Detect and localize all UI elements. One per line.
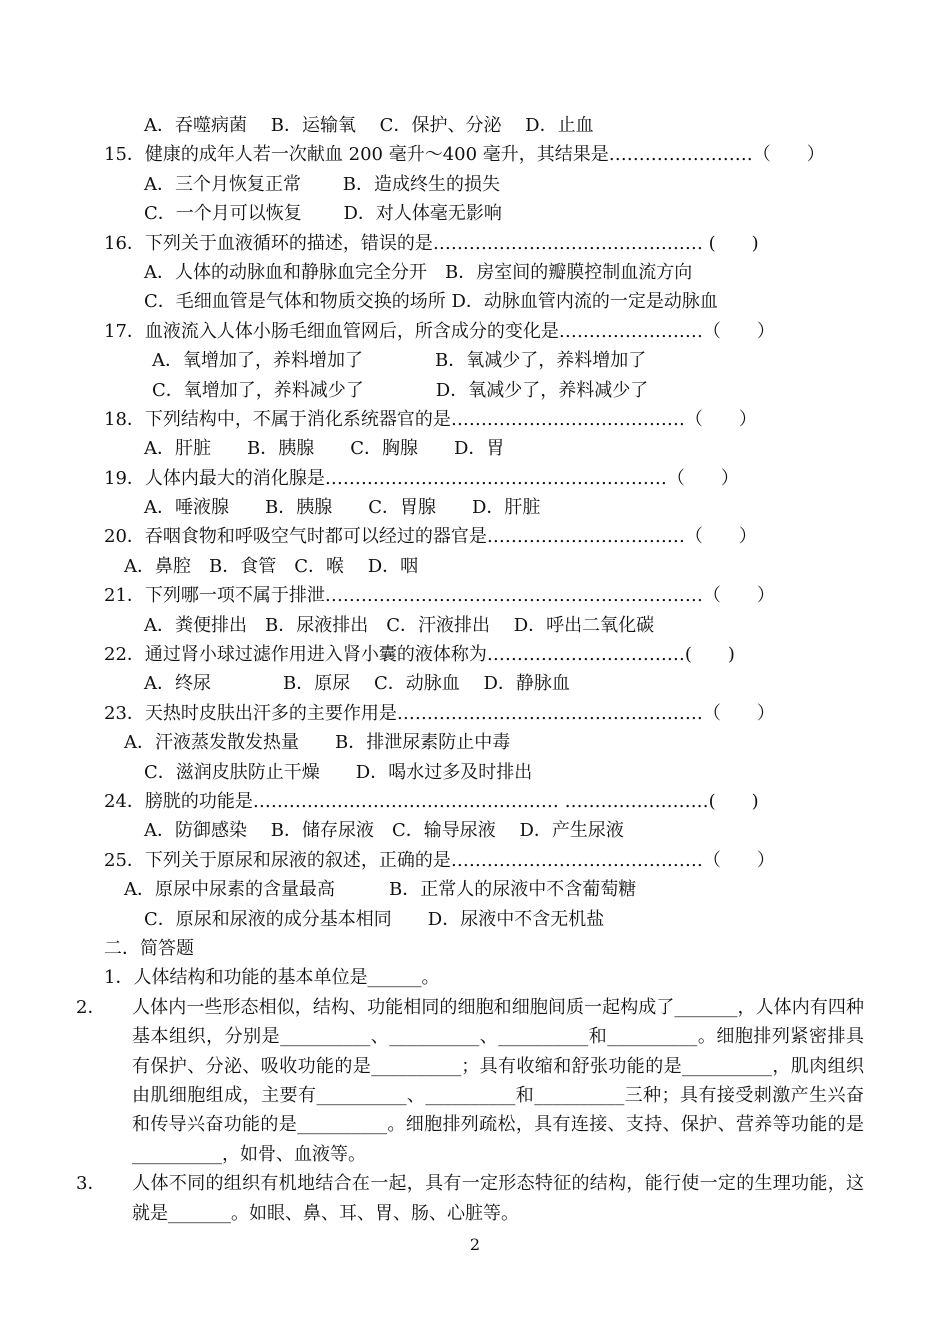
text-line: A．氧增加了，养料增加了 B．氧减少了，养料增加了 xyxy=(152,350,647,372)
text-line: C．滋润皮肤防止干燥 D．喝水过多及时排出 xyxy=(144,761,533,783)
text-line: 25．下列关于原尿和尿液的叙述，正确的是……………………………………（ ） xyxy=(104,849,775,871)
text-line: A．唾液腺 B．胰腺 C．胃腺 D．肝脏 xyxy=(144,497,541,519)
text-line: A．吞噬病菌 B．运输氧 C．保护、分泌 D．止血 xyxy=(144,115,594,136)
question-2-text: 人体内一些形态相似，结构、功能相同的细胞和细胞间质一起构成了_______，人体内有四种基本组织，分别是__________、__________、__________和__________。细胞排列紧密排具有保护、分泌、吸收功能的是__________；具有收缩和舒张功能的是__________，肌肉组织由肌细胞组成，主要有__________、__________和__________三种；具有接受刺激产生兴奋和传导兴奋功能的是__________。细胞排列疏松，具有连接、支持、保护、营养等功能的是__________，如骨、血液等。 xyxy=(132,996,864,1165)
question-3-text: 人体不同的组织有机地结合在一起，具有一定形态特征的结构，能行使一定的生理功能，这就是_______。如眼、鼻、耳、胃、肠、心脏等。 xyxy=(132,1173,864,1224)
text-line: 22．通过肾小球过滤作用进入肾小囊的液体称为……………………………( ) xyxy=(104,644,735,666)
answer-question-3 xyxy=(76,1169,864,1228)
text-line: C．氧增加了，养料减少了 D．氧减少了，养料减少了 xyxy=(152,379,649,401)
text-line: 23．天热时皮肤出汗多的主要作用是……………………………………………（ ） xyxy=(104,702,775,724)
text-line: C．一个月可以恢复 D．对人体毫无影响 xyxy=(144,203,502,225)
text-line: 18．下列结构中，不属于消化系统器官的是…………………………………（ ） xyxy=(104,408,757,430)
text-line: A．粪便排出 B．尿液排出 C．汗液排出 D．呼出二氧化碳 xyxy=(144,614,655,636)
question-3-number: 3． xyxy=(76,1173,106,1195)
question-list xyxy=(104,111,864,993)
text-line: A．防御感染 B．储存尿液 C．输导尿液 D．产生尿液 xyxy=(144,820,624,842)
text-line: 20．吞咽食物和呼吸空气时都可以经过的器官是……………………………（ ） xyxy=(104,526,757,548)
text-line: A．三个月恢复正常 B．造成终生的损失 xyxy=(144,173,500,195)
page-content xyxy=(76,111,864,1228)
answer-question-2 xyxy=(76,993,864,1169)
text-line: C．原尿和尿液的成分基本相同 D．尿液中不含无机盐 xyxy=(144,908,605,930)
question-2-number: 2． xyxy=(76,996,106,1018)
text-line: 19．人体内最大的消化腺是…………………………………………………（ ） xyxy=(104,467,739,489)
text-line: A．肝脏 B．胰腺 C．胸腺 D．胃 xyxy=(144,438,505,460)
text-line: A．汗液蒸发散发热量 B．排泄尿素防止中毒 xyxy=(124,732,511,754)
text-line: A．原尿中尿素的含量最高 B．正常人的尿液中不含葡萄糖 xyxy=(124,879,637,901)
text-line: 二．简答题 xyxy=(104,937,194,959)
text-line: A．鼻腔 B．食管 C．喉 D．咽 xyxy=(124,555,419,577)
text-line: 21．下列哪一项不属于排泄………………………………………………………（ ） xyxy=(104,585,775,607)
text-line: 1．人体结构和功能的基本单位是______。 xyxy=(104,967,440,989)
text-line: 15．健康的成年人若一次献血 200 毫升～400 毫升，其结果是……………………（ ） xyxy=(104,144,825,166)
text-line: A．人体的动脉血和静脉血完全分开 B．房室间的瓣膜控制血流方向 xyxy=(144,261,693,283)
text-line: C．毛细血管是气体和物质交换的场所 D．动脉血管内流的一定是动脉血 xyxy=(144,291,718,313)
text-line: A．终尿 B．原尿 C．动脉血 D．静脉血 xyxy=(144,673,570,695)
text-line: 17．血液流入人体小肠毛细血管网后，所含成分的变化是……………………（ ） xyxy=(104,320,775,342)
page-number: 2 xyxy=(469,1235,481,1254)
text-line: 24．膀胱的功能是…………………………………………… ……………………( ) xyxy=(104,790,759,812)
text-line: 16．下列关于血液循环的描述，错误的是……………………………………… ( ) xyxy=(104,232,759,254)
